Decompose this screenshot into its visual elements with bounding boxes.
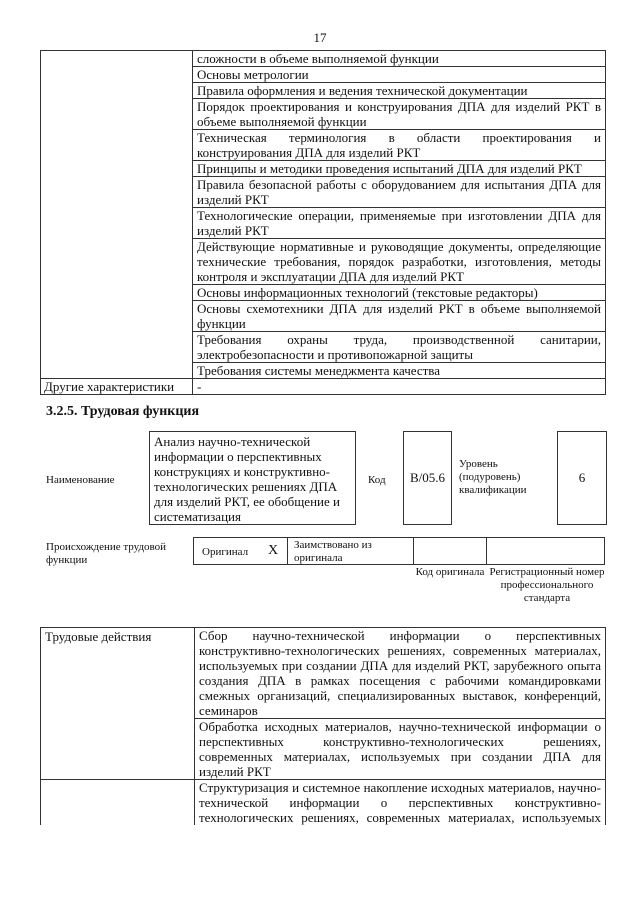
original-code-cell: [413, 537, 487, 565]
registration-number-cell: [486, 537, 605, 565]
page-number: 17: [313, 30, 327, 45]
knowledge-table: [40, 50, 606, 395]
other-characteristics-value: -: [193, 379, 606, 395]
origin-label: Происхождение трудовой функции: [46, 541, 167, 566]
labor-actions-table: [40, 627, 606, 825]
qualification-level-value: 6: [578, 470, 586, 485]
borrowed-label: Заимствовано из оригинала: [294, 539, 372, 564]
labor-action-row: Сбор научно-технической информации о перспективных конструктивно-технологических решениях, современных материалах, используемых при создании ДПА для изделий РКТ, зарубежного опыта создания ДПА в рамках посещения с рабочими командировками смежных организаций, специализированных выставок, конференций, семинаров: [195, 628, 606, 719]
code-label: Код: [368, 474, 386, 486]
qualification-level-label: Уровень (подуровень) квалификации: [459, 458, 527, 496]
section-title: 3.2.5. Трудовая функция: [46, 404, 200, 419]
function-code-value: В/05.6: [409, 470, 446, 485]
knowledge-row: Техническая терминология в области проектирования и конструирования ДПА для изделий РКТ: [193, 130, 606, 161]
knowledge-row: Порядок проектирования и конструирования ДПА для изделий РКТ в объеме выполняемой функции: [193, 99, 606, 130]
labor-action-row: Обработка исходных материалов, научно-технической информации о перспективных конструктивно-технологических решениях, современных материалах, используемых при создании ДПА для изделий РКТ: [195, 719, 606, 780]
function-code-box: [403, 431, 452, 525]
knowledge-row: Технологические операции, применяемые при изготовлении ДПА для изделий РКТ: [193, 208, 606, 239]
labor-action-row: Структуризация и системное накопление исходных материалов, научно-технической информации о перспективных конструктивно-технологических решениях, современных материалах, используемых: [195, 780, 606, 826]
original-label: Оригинал: [202, 546, 249, 558]
knowledge-row: Действующие нормативные и руководящие документы, определяющие технические требования, порядок разработки, изготовления, методы контроля и эксплуатации ДПА для изделий РКТ: [193, 239, 606, 285]
knowledge-row: Основы схемотехники ДПА для изделий РКТ в объеме выполняемой функции: [193, 301, 606, 332]
function-name-box: Анализ научно-технической информации о перспективных конструкциях и конструктивно-технологических решениях ДПА для изделий РКТ, ее обобщение и систематизация: [149, 431, 356, 525]
knowledge-row: Требования охраны труда, производственной санитарии, электробезопасности и противопожарной защиты: [193, 332, 606, 363]
origin-table: [193, 537, 606, 565]
original-code-caption: Код оригинала: [415, 566, 485, 578]
knowledge-row: Требования системы менеджмента качества: [193, 363, 606, 379]
knowledge-row: Принципы и методики проведения испытаний ДПА для изделий РКТ: [193, 161, 606, 177]
other-characteristics-label: Другие характеристики: [41, 379, 193, 395]
knowledge-row: Основы метрологии: [193, 67, 606, 83]
labor-actions-label: Трудовые действия: [41, 628, 195, 719]
knowledge-row: Основы информационных технологий (текстовые редакторы): [193, 285, 606, 301]
registration-number-caption: Регистрационный номер профессионального стандарта: [489, 566, 605, 604]
borrowed-cell: [287, 537, 414, 565]
qualification-level-box: [557, 431, 607, 525]
knowledge-row: сложности в объеме выполняемой функции: [193, 51, 606, 67]
original-mark: Х: [268, 543, 279, 558]
knowledge-row: Правила безопасной работы с оборудованием для испытания ДПА для изделий РКТ: [193, 177, 606, 208]
knowledge-label-cell: [41, 51, 193, 67]
knowledge-row: Правила оформления и ведения технической документации: [193, 83, 606, 99]
original-cell: [193, 537, 288, 565]
name-label: Наименование: [46, 474, 115, 486]
